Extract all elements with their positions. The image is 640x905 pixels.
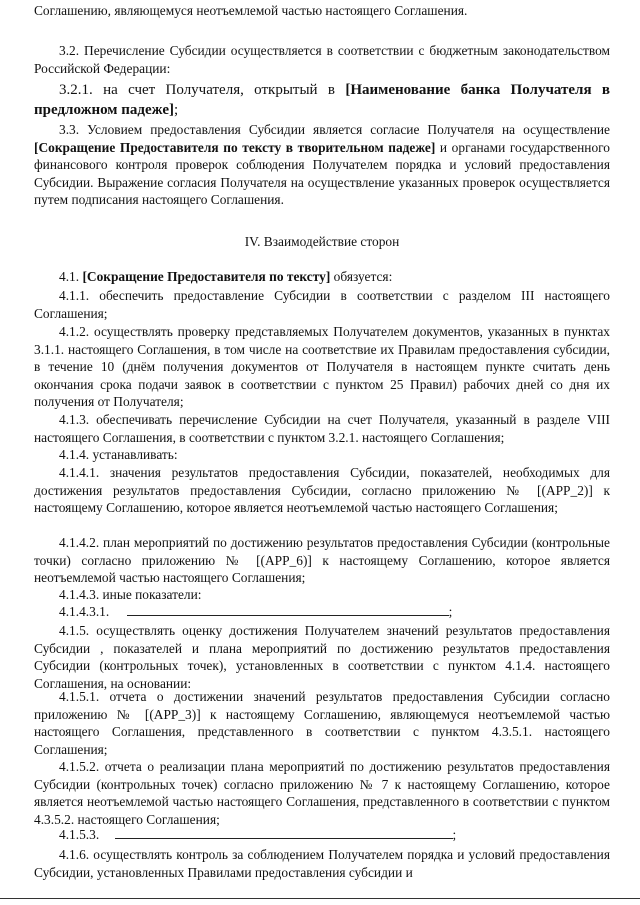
paragraph-text: 4.1.	[59, 269, 83, 284]
paragraph-4-1-5-1	[34, 688, 610, 758]
paragraph-4-1-4-1	[34, 464, 610, 517]
paragraph-text: 4.1.1. обеспечить предоставление Субсидии в соответствии с разделом III настоящего Соглашения;	[34, 288, 610, 321]
paragraph-text: 3.3. Условием предоставления Субсидии является согласие Получателя на осуществление	[59, 122, 610, 137]
paragraph-4-1-3	[34, 411, 610, 446]
paragraph-text: Соглашению, являющемуся неотъемлемой частью настоящего Соглашения.	[34, 3, 468, 18]
paragraph-text: 4.1.4.1. значения результатов предоставления Субсидии, показателей, необходимых для достижения результатов предоставления Субсидии, согласно приложению № [(APP_2)] к настоящему Соглашению, которое является неотъемлемой частью настоящего Соглашения;	[34, 465, 610, 516]
page-bottom-rule	[0, 898, 640, 899]
paragraph-text: 4.1.5. осуществлять оценку достижения Получателем значений результатов предоставления Субсидии , показателей и плана мероприятий по достижению результатов предоставления Субсидии (контрольных точек), установленных в соответствии с пунктом 4.1.4. настоящего Соглашения, на основании:	[34, 623, 610, 691]
paragraph-4-1-4-3	[34, 586, 610, 604]
paragraph-4-1-1	[34, 287, 610, 322]
placeholder-provider-instrumental: [Сокращение Предоставителя по тексту в творительном падеже]	[34, 139, 436, 155]
paragraph-text: 4.1.5.1. отчета о достижении значений результатов предоставления Субсидии согласно приложению № [(APP_3)] к настоящему Соглашению, являющемуся неотъемлемой частью настоящего Соглашения, представленного в соответствии с пунктом 4.3.5.1. настоящего Соглашения;	[34, 689, 610, 757]
paragraph-4-1-4	[34, 446, 610, 464]
paragraph-4-1-5-2	[34, 758, 610, 828]
paragraph-label: 4.1.5.3.	[59, 827, 100, 842]
paragraph-text: 4.1.4.2. план мероприятий по достижению результатов предоставления Субсидии (контрольные точки) согласно приложению № [(APP_6)] к настоящему Соглашению, которое является неотъемлемой частью настоящего Соглашения;	[34, 535, 610, 586]
placeholder-bank-name: [Наименование банка Получателя в предложном падеже]	[34, 82, 611, 118]
paragraph-text: 4.1.2. осуществлять проверку представляемых Получателем документов, указанных в пунктах 3.1.1. настоящего Соглашения, в том числе на соответствие их Правилам предоставления субсидии, в течение 10 (днём получения документов от Получателя в настоящем пункте считать день окончания срока подачи заявок в соответствии с пунктом 25 Правил) рабочих дней со дня их получения от Получателя;	[34, 324, 610, 410]
paragraph-text: 4.1.3. обеспечивать перечисление Субсидии на счет Получателя, указанный в разделе VIII настоящего Соглашения, в соответствии с пунктом 3.2.1. настоящего Соглашения;	[34, 412, 610, 445]
paragraph-text: 4.1.4. устанавливать:	[59, 447, 178, 462]
paragraph-4-1-6	[34, 846, 610, 881]
paragraph-label: 4.1.4.3.1.	[59, 604, 110, 619]
paragraph-text: ;	[452, 827, 457, 842]
paragraph-text: 4.1.6. осуществлять контроль за соблюдением Получателем порядка и условий предоставления Субсидии, установленных Правилами предоставления субсидии и	[34, 847, 610, 880]
section-title: IV. Взаимодействие сторон	[244, 234, 400, 249]
paragraph-4-1-2	[34, 323, 610, 411]
paragraph-3-3	[34, 121, 610, 209]
paragraph-continuation	[34, 2, 610, 20]
paragraph-text: и органами государственного финансового контроля проверок соблюдения Получателем порядка и условий предоставления Субсидии. Выражение согласия Получателя на осуществление указанных проверок осуществляется путем подписания настоящего Соглашения.	[34, 139, 610, 208]
paragraph-text: 3.2. Перечисление Субсидии осуществляется в соответствии с бюджетным законодательством Российской Федерации:	[34, 43, 610, 76]
paragraph-text: ;	[174, 102, 179, 118]
paragraph-4-1	[34, 268, 610, 286]
fill-in-line[interactable]	[115, 826, 453, 839]
paragraph-3-2-1	[34, 80, 610, 120]
paragraph-text: 4.1.5.2. отчета о реализации плана мероприятий по достижению результатов предоставления Субсидии (контрольных точек) согласно приложению № 7 к настоящему Соглашению, которое является неотъемлемой частью настоящего Соглашения, представленного в соответствии с пунктом 4.3.5.2. настоящего Соглашения;	[34, 759, 610, 827]
fill-in-line[interactable]	[127, 603, 449, 616]
paragraph-text: ;	[448, 604, 453, 619]
placeholder-provider: [Сокращение Предоставителя по тексту]	[82, 269, 331, 284]
paragraph-text: 3.2.1. на счет Получателя, открытый в	[59, 82, 346, 98]
section-heading	[34, 233, 610, 251]
paragraph-4-1-4-3-1	[34, 603, 610, 621]
paragraph-4-1-5	[34, 622, 610, 692]
paragraph-text: 4.1.4.3. иные показатели:	[59, 587, 202, 602]
paragraph-3-2	[34, 42, 610, 77]
paragraph-4-1-4-2	[34, 534, 610, 587]
paragraph-4-1-5-3	[34, 826, 610, 844]
paragraph-text: обязуется:	[330, 269, 393, 284]
